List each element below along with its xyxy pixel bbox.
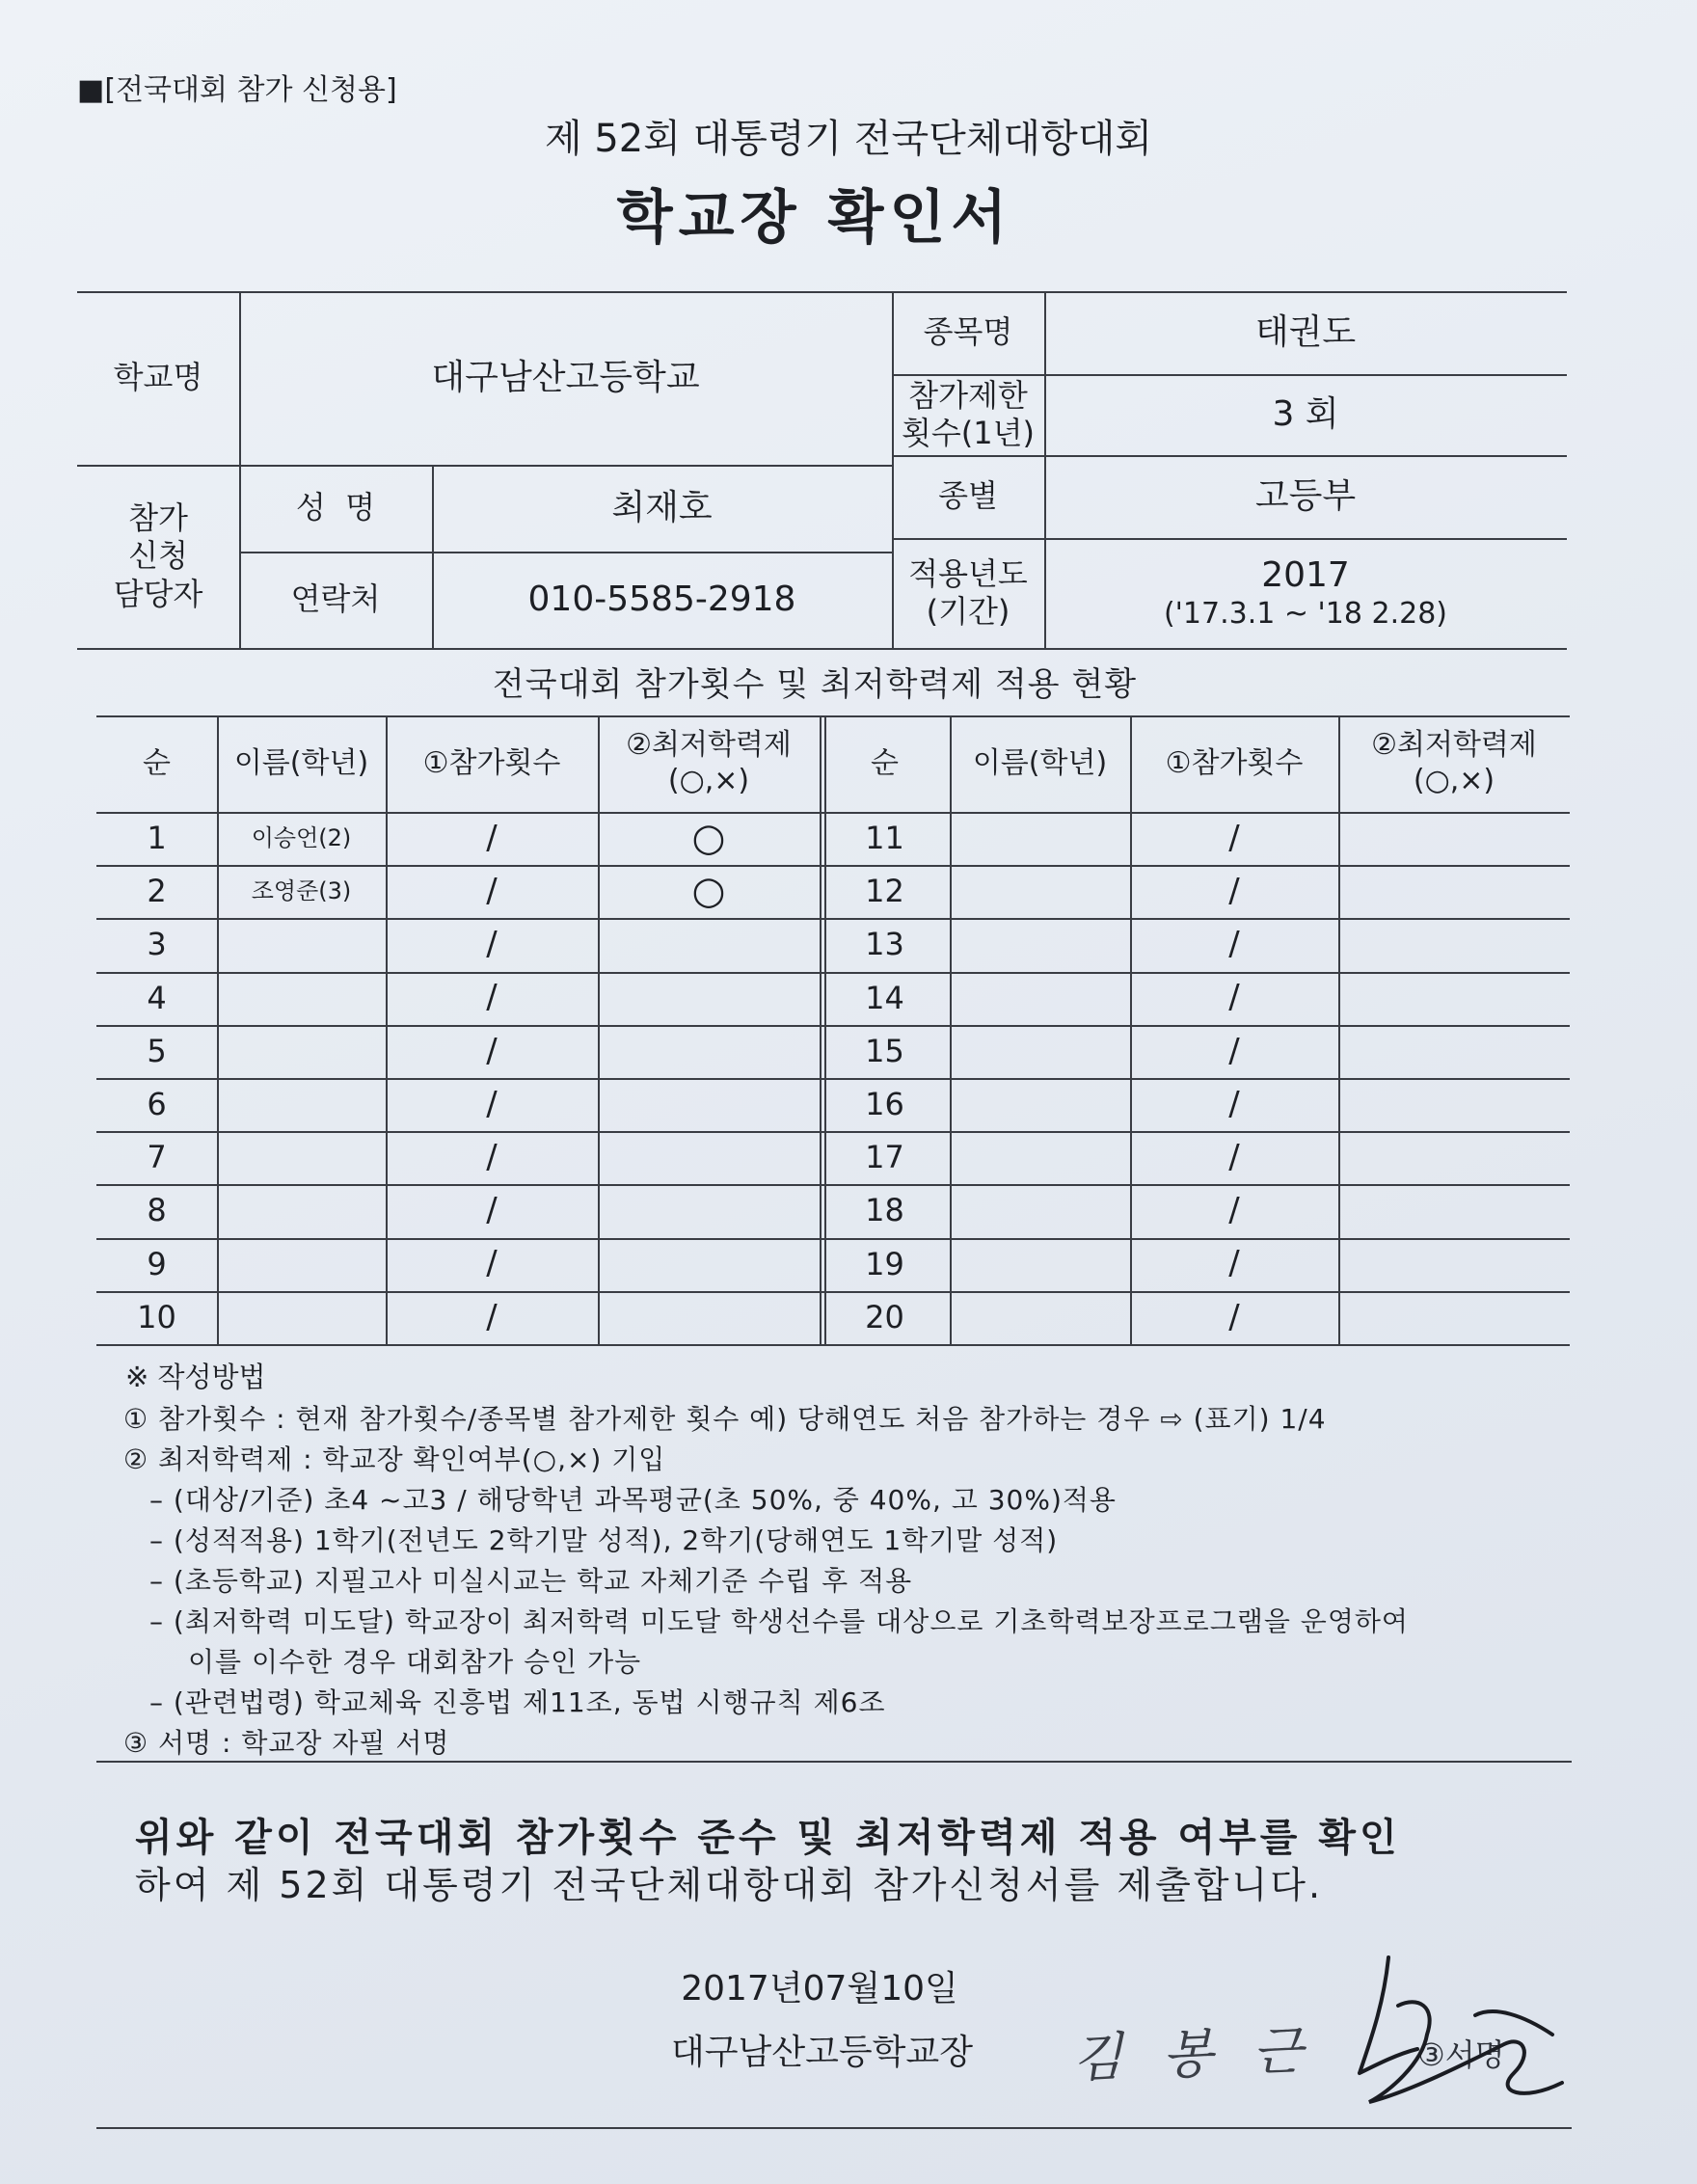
row-min-grade — [598, 1025, 820, 1078]
page-title: 학교장 확인서 — [616, 184, 1013, 252]
row-number: 14 — [865, 979, 904, 1016]
row-name — [950, 865, 1130, 918]
row-name — [217, 1025, 386, 1078]
event-label: 종목명 — [923, 313, 1013, 351]
row-number: 7 — [147, 1139, 167, 1176]
event-value: 태권도 — [1254, 312, 1357, 353]
row-number: 1 — [147, 820, 167, 857]
row-count: / — [1228, 818, 1240, 857]
row-count: / — [1228, 1191, 1240, 1230]
row-count: / — [486, 818, 498, 857]
row-count: / — [1228, 1138, 1240, 1177]
header-no-left: 순 — [143, 745, 171, 780]
row-count: / — [1228, 1084, 1240, 1123]
row-min-grade — [1338, 1184, 1570, 1237]
contact-label: 연락처 — [290, 580, 381, 618]
row-number: 4 — [147, 979, 167, 1016]
row-min-grade — [598, 918, 820, 971]
row-number: 5 — [147, 1032, 167, 1069]
row-number: 6 — [147, 1086, 167, 1123]
row-number: 15 — [865, 1032, 904, 1069]
row-number: 8 — [147, 1192, 167, 1229]
row-count: / — [486, 925, 498, 964]
header-min-right: ②최저학력제 (○,×) — [1371, 728, 1537, 797]
row-count: / — [486, 978, 498, 1017]
signature-scribble — [1331, 1948, 1620, 2121]
row-name — [950, 918, 1130, 971]
row-name — [950, 1238, 1130, 1291]
sign-date: 2017년07월10일 — [681, 1969, 958, 2009]
year-label: 적용년도 (기간) — [908, 554, 1028, 630]
event-title: 제 52회 대통령기 전국단체대항대회 — [544, 117, 1152, 161]
form-tag: ■[전국대회 참가 신청용] — [77, 73, 397, 107]
row-count: / — [1228, 1297, 1240, 1336]
row-count: / — [486, 1297, 498, 1336]
row-name — [950, 972, 1130, 1025]
row-number: 20 — [865, 1298, 904, 1335]
row-name — [950, 1291, 1130, 1344]
instruction-line: ② 최저학력제 : 학교장 확인여부(○,×) 기입 — [123, 1443, 666, 1475]
row-min-grade — [598, 1238, 820, 1291]
row-number: 12 — [865, 873, 904, 910]
row-count: / — [486, 1138, 498, 1177]
row-min-grade — [1338, 1078, 1570, 1131]
row-name — [217, 972, 386, 1025]
row-name: 이승언(2) — [251, 823, 352, 851]
row-count: / — [1228, 872, 1240, 911]
row-min-grade — [1338, 865, 1570, 918]
limit-value: 3 회 — [1272, 394, 1339, 435]
header-count-left: ①참가횟수 — [422, 745, 561, 780]
handwritten-name: 김 봉 근 — [1071, 2019, 1315, 2090]
row-number: 11 — [865, 820, 904, 857]
row-count: / — [1228, 925, 1240, 964]
row-name — [217, 918, 386, 971]
header-name-right: 이름(학년) — [972, 745, 1108, 780]
row-number: 13 — [865, 926, 904, 963]
row-count: / — [486, 1244, 498, 1283]
row-number: 16 — [865, 1086, 904, 1123]
row-number: 10 — [137, 1298, 176, 1335]
row-min-grade — [1338, 1291, 1570, 1344]
row-number: 18 — [865, 1192, 904, 1229]
row-min-grade — [598, 1131, 820, 1184]
row-name: 조영준(3) — [251, 877, 352, 905]
row-name — [950, 1078, 1130, 1131]
row-count: / — [1228, 1244, 1240, 1283]
header-name-left: 이름(학년) — [233, 745, 369, 780]
row-min-grade — [1338, 1025, 1570, 1078]
row-min-grade — [598, 1078, 820, 1131]
instruction-line: 이를 이수한 경우 대회참가 승인 가능 — [188, 1646, 642, 1678]
header-no-right: 순 — [871, 745, 899, 780]
instruction-line: – (관련법령) 학교체육 진흥법 제11조, 동법 시행규칙 제6조 — [149, 1686, 886, 1718]
name-label: 성 명 — [295, 489, 376, 526]
row-min-grade: ○ — [691, 816, 726, 861]
row-name — [950, 1025, 1130, 1078]
row-min-grade — [598, 1291, 820, 1344]
instruction-line: – (성적적용) 1학기(전년도 2학기말 성적), 2학기(당해연도 1학기말 성적) — [149, 1524, 1059, 1556]
row-name — [217, 1184, 386, 1237]
row-count: / — [1228, 978, 1240, 1017]
row-name — [217, 1291, 386, 1344]
row-count: / — [486, 1031, 498, 1070]
declaration-line-2: 하여 제 52회 대통령기 전국단체대항대회 참가신청서를 제출합니다. — [135, 1864, 1324, 1906]
contact-value: 010-5585-2918 — [527, 580, 796, 620]
sign-mark: ③서명 — [1417, 2036, 1505, 2073]
row-count: / — [486, 1084, 498, 1123]
row-name — [950, 1131, 1130, 1184]
row-min-grade — [1338, 972, 1570, 1025]
row-number: 3 — [147, 926, 167, 963]
school-label: 학교명 — [113, 359, 203, 396]
row-min-grade — [598, 972, 820, 1025]
year-value-cell — [1044, 538, 1567, 648]
instructions-heading: ※ 작성방법 — [125, 1361, 266, 1393]
row-name — [950, 812, 1130, 865]
status-title: 전국대회 참가횟수 및 최저학력제 적용 현황 — [492, 665, 1138, 704]
division-label: 종별 — [938, 477, 998, 515]
row-count: / — [486, 872, 498, 911]
row-count: / — [486, 1191, 498, 1230]
division-value: 고등부 — [1254, 476, 1357, 517]
limit-label: 참가제한 횟수(1년) — [901, 376, 1036, 451]
row-min-grade — [1338, 918, 1570, 971]
row-min-grade — [1338, 1238, 1570, 1291]
school-value: 대구남산고등학교 — [431, 358, 700, 398]
header-count-right: ①참가횟수 — [1165, 745, 1304, 780]
row-number: 9 — [147, 1245, 167, 1282]
year-period: ('17.3.1 ~ '18 2.28) — [1163, 596, 1448, 631]
instruction-line: – (대상/기준) 초4 ~고3 / 해당학년 과목평균(초 50%, 중 40%, 고 30%)적용 — [149, 1484, 1117, 1516]
row-number: 19 — [865, 1245, 904, 1282]
row-number: 2 — [147, 873, 167, 910]
instruction-line: ① 참가횟수 : 현재 참가횟수/종목별 참가제한 횟수 예) 당해연도 처음 참가하는 경우 ⇨ (표기) 1/4 — [123, 1403, 1327, 1435]
principal-name: 대구남산고등학교장 — [671, 2033, 973, 2072]
instruction-line: – (최저학력 미도달) 학교장이 최저학력 미도달 학생선수를 대상으로 기초학력보장프로그램을 운영하여 — [149, 1605, 1409, 1637]
row-name — [950, 1184, 1130, 1237]
row-min-grade — [1338, 812, 1570, 865]
row-name — [217, 1238, 386, 1291]
row-number: 17 — [865, 1139, 904, 1176]
header-min-left: ②최저학력제 (○,×) — [626, 728, 792, 797]
row-min-grade: ○ — [691, 869, 726, 914]
applicant-label: 참가 신청 담당자 — [113, 499, 203, 612]
year-value: 2017 — [1261, 554, 1350, 595]
row-min-grade — [598, 1184, 820, 1237]
name-value: 최재호 — [611, 488, 713, 528]
row-count: / — [1228, 1031, 1240, 1070]
declaration-line-1: 위와 같이 전국대회 참가횟수 준수 및 최저학력제 적용 여부를 확인 — [135, 1816, 1401, 1860]
row-name — [217, 1078, 386, 1131]
instruction-line: ③ 서명 : 학교장 자필 서명 — [123, 1727, 450, 1759]
row-name — [217, 1131, 386, 1184]
instruction-line: – (초등학교) 지필고사 미실시교는 학교 자체기준 수립 후 적용 — [149, 1565, 913, 1597]
row-min-grade — [1338, 1131, 1570, 1184]
